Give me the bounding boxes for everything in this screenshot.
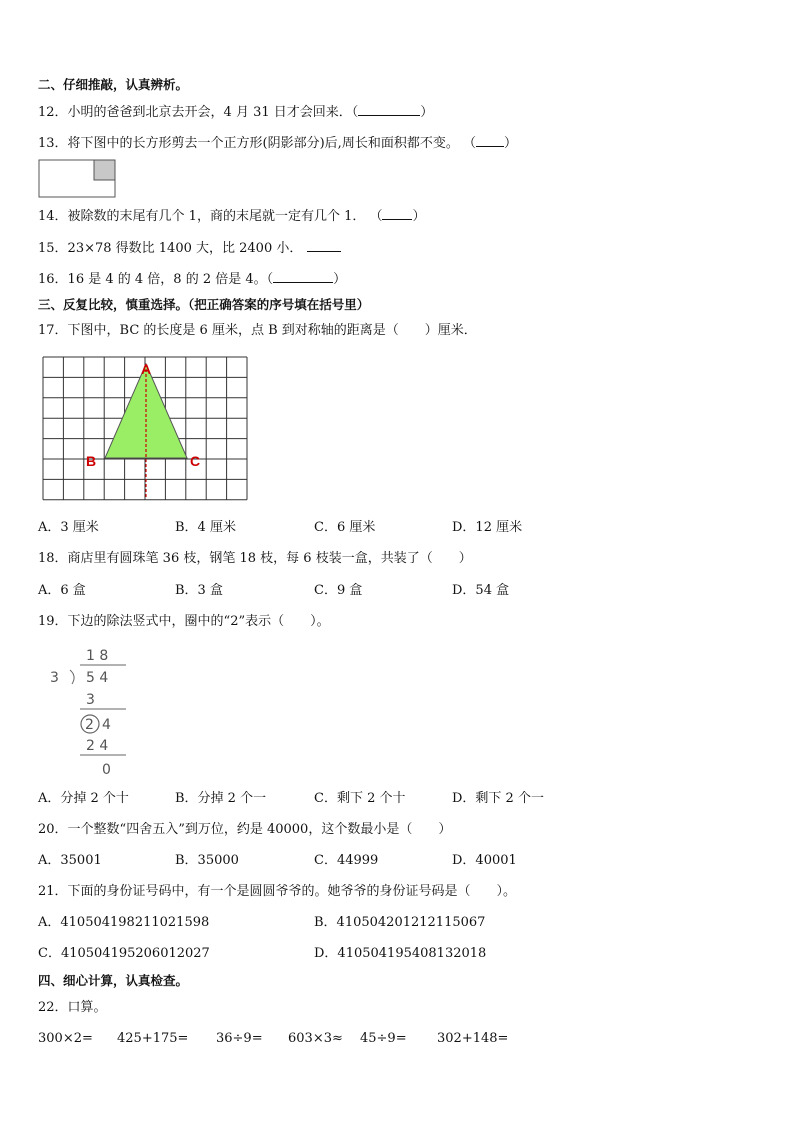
divisor: 3 — [50, 670, 59, 686]
q20-option-b[interactable]: B．35000 — [175, 853, 239, 868]
grid-triangle-figure — [42, 356, 250, 502]
question-18: 18．商店里有圆珠笔 36 枝，钢笔 18 枝，每 6 枝装一盒，共装了（ ） — [38, 551, 472, 566]
q19-option-d[interactable]: D．剩下 2 个一 — [452, 791, 544, 806]
calc-item-3: 36÷9= — [216, 1031, 263, 1046]
question-14-end: ） — [412, 209, 426, 224]
q20-option-d[interactable]: D．40001 — [452, 853, 517, 868]
question-13-text: 13．将下图中的长方形剪去一个正方形(阴影部分)后,周长和面积都不变。 （ — [38, 136, 476, 151]
division-bracket — [70, 670, 74, 684]
question-15 — [38, 239, 341, 258]
question-15-text: 15．23×78 得数比 1400 大，比 2400 小． — [38, 241, 303, 256]
long-division-figure — [44, 642, 154, 782]
question-16 — [38, 270, 346, 289]
question-17: 17．下图中，BC 的长度是 6 厘米，点 B 到对称轴的距离是（ ）厘米． — [38, 323, 477, 338]
question-14-text: 14．被除数的末尾有几个 1，商的末尾就一定有几个 1． （ — [38, 209, 383, 224]
question-13 — [38, 134, 517, 153]
step1-product: 3 — [86, 692, 95, 708]
q21-option-c[interactable]: C．410504195206012027 — [38, 946, 210, 961]
q17-option-c[interactable]: C．6 厘米 — [314, 520, 376, 535]
dividend: 5 4 — [86, 670, 109, 686]
question-21: 21．下面的身份证号码中，有一个是圆圆爷爷的。她爷爷的身份证号码是（ ）。 — [38, 884, 517, 899]
remainder: 0 — [102, 762, 111, 778]
section-4-title: 四、细心计算，认真检查。 — [38, 973, 189, 988]
answer-blank-14[interactable] — [382, 207, 412, 220]
question-20: 20．一个整数“四舍五入”到万位，约是 40000，这个数最小是（ ） — [38, 822, 452, 837]
calc-item-1: 300×2= — [38, 1031, 93, 1046]
question-12 — [38, 103, 433, 122]
question-16-text: 16．16 是 4 的 4 倍，8 的 2 倍是 4。（ — [38, 272, 274, 287]
rectangle-figure — [38, 159, 118, 199]
section-2-title: 二、仔细推敲，认真辨析。 — [38, 77, 189, 92]
question-16-end: ） — [333, 272, 347, 287]
q20-option-c[interactable]: C．44999 — [314, 853, 379, 868]
q19-option-a[interactable]: A．分掉 2 个十 — [38, 791, 129, 806]
q19-option-c[interactable]: C．剩下 2 个十 — [314, 791, 406, 806]
question-22: 22．口算。 — [38, 1000, 107, 1015]
shaded-square — [94, 160, 115, 180]
label-c: C — [190, 453, 201, 469]
q17-option-d[interactable]: D．12 厘米 — [452, 520, 523, 535]
q18-option-d[interactable]: D．54 盒 — [452, 583, 510, 598]
q19-option-b[interactable]: B．分掉 2 个一 — [175, 791, 267, 806]
question-13-end: ） — [503, 136, 517, 151]
step3-product: 2 4 — [86, 738, 109, 754]
q17-option-a[interactable]: A．3 厘米 — [38, 520, 99, 535]
answer-blank-12[interactable] — [358, 103, 420, 116]
step2-rest: 4 — [102, 717, 111, 733]
answer-blank-13[interactable] — [476, 134, 504, 147]
calc-item-4: 603×3≈ — [288, 1031, 343, 1046]
calc-item-6: 302+148= — [437, 1031, 509, 1046]
label-a: A — [141, 361, 152, 377]
label-b: B — [86, 453, 97, 469]
answer-blank-16[interactable] — [273, 270, 333, 283]
q21-option-d[interactable]: D．410504195408132018 — [314, 946, 487, 961]
q21-option-b[interactable]: B．410504201212115067 — [314, 915, 486, 930]
question-14 — [38, 207, 426, 226]
calc-item-5: 45÷9= — [360, 1031, 407, 1046]
calc-item-2: 425+175= — [117, 1031, 189, 1046]
q18-option-a[interactable]: A．6 盒 — [38, 583, 86, 598]
question-19: 19．下边的除法竖式中，圈中的“2”表示（ ）。 — [38, 614, 330, 629]
section-3-title: 三、反复比较，慎重选择。（把正确答案的序号填在括号里） — [38, 297, 370, 312]
question-12-text: 12．小明的爸爸到北京去开会，4 月 31 日才会回来．（ — [38, 105, 359, 120]
q21-option-a[interactable]: A．410504198211021598 — [38, 915, 210, 930]
q20-option-a[interactable]: A．35001 — [38, 853, 102, 868]
q17-option-b[interactable]: B．4 厘米 — [175, 520, 236, 535]
answer-blank-15[interactable] — [307, 239, 341, 252]
circled-digit: 2 — [85, 717, 94, 733]
question-12-end: ） — [420, 105, 434, 120]
q18-option-b[interactable]: B．3 盒 — [175, 583, 223, 598]
q18-option-c[interactable]: C．9 盒 — [314, 583, 363, 598]
quotient: 1 8 — [86, 648, 109, 664]
